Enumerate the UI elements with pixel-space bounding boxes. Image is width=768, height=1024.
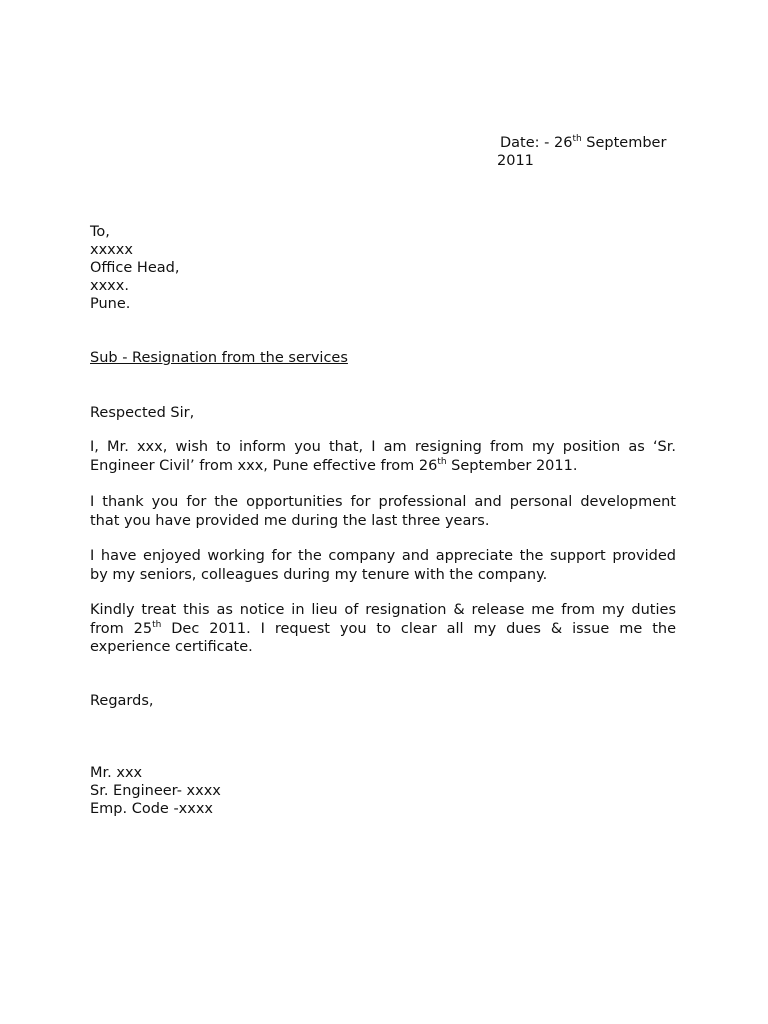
paragraph-line: Kindly treat this as notice in lieu of resignation & release me from my duties: [90, 602, 676, 618]
paragraph-resignation: [90, 438, 676, 475]
paragraph-line: from 25th Dec 2011. I request you to clear all my dues & issue me the: [90, 619, 676, 637]
paragraph-line: I thank you for the opportunities for professional and personal development: [90, 494, 676, 510]
paragraph-line: by my seniors, colleagues during my tenure with the company.: [90, 566, 548, 583]
paragraph-thanks: [90, 493, 676, 530]
address-title: Office Head,: [90, 260, 180, 276]
paragraph-notice: [90, 601, 676, 657]
closing: Regards,: [90, 693, 154, 709]
date-prefix: Date: - 26: [500, 135, 573, 151]
paragraph-line: experience certificate.: [90, 639, 253, 655]
date-month: September: [581, 135, 667, 151]
paragraph-line: that you have provided me during the last three years.: [90, 512, 490, 529]
date-year: 2011: [497, 153, 534, 169]
date-ordinal: th: [572, 134, 582, 145]
address-org: xxxx.: [90, 278, 129, 294]
salutation: Respected Sir,: [90, 405, 195, 421]
paragraph-appreciation: [90, 547, 676, 584]
address-city: Pune.: [90, 296, 131, 312]
letter-subject: Sub - Resignation from the services: [90, 350, 348, 366]
paragraph-line: I, Mr. xxx, wish to inform you that, I am resigning from my position as ‘Sr.: [90, 439, 676, 455]
address-to: To,: [90, 224, 110, 240]
paragraph-line: Engineer Civil’ from xxx, Pune effective from 26th September 2011.: [90, 456, 578, 474]
signature-emp-code: Emp. Code -xxxx: [90, 801, 213, 817]
letter-date: [497, 134, 682, 170]
paragraph-line: I have enjoyed working for the company and appreciate the support provided: [90, 548, 676, 564]
address-name: xxxxx: [90, 242, 133, 258]
date-line: [497, 134, 682, 152]
signature-name: Mr. xxx: [90, 765, 143, 781]
signature-designation: Sr. Engineer- xxxx: [90, 783, 221, 799]
